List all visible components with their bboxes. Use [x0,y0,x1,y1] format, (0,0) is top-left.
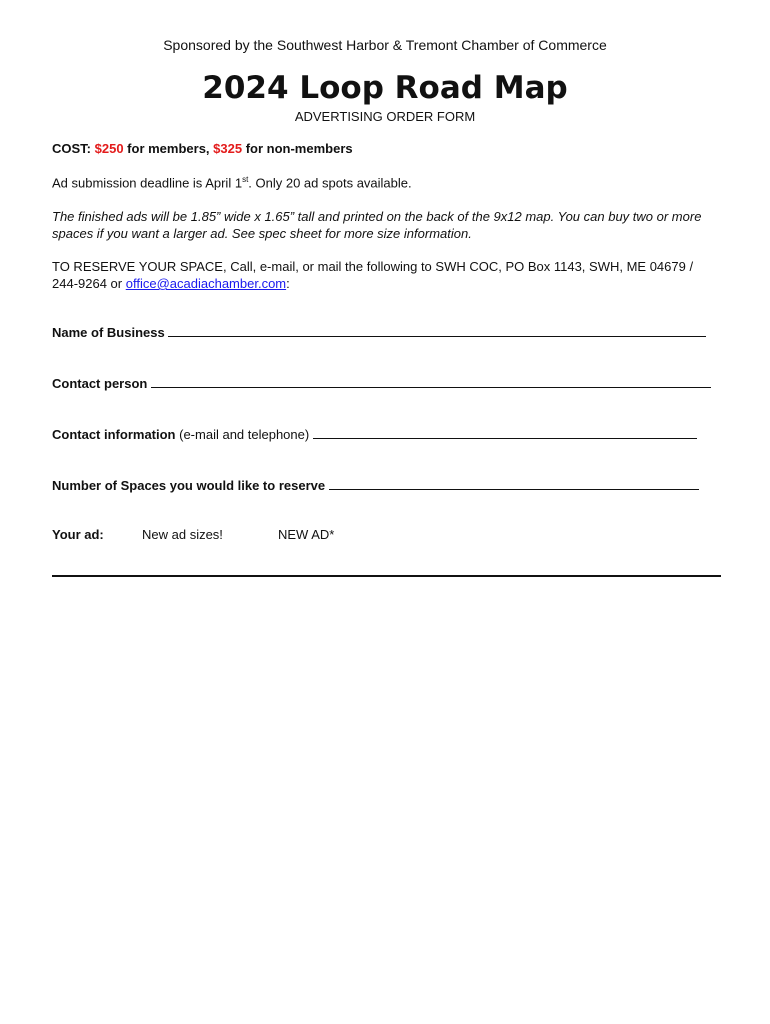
reserve-instructions [52,258,722,292]
member-price: $250 [94,141,124,156]
deadline-line [52,175,412,190]
reserve-text: TO RESERVE YOUR SPACE, Call, e-mail, or mail the following to SWH COC, PO Box 1143, SWH, ME 04679 / 244-9264 or [52,259,694,291]
sponsor-line: Sponsored by the Southwest Harbor & Tremont Chamber of Commerce [163,37,607,53]
page-title: 2024 Loop Road Map [202,70,568,106]
nonmember-text: for non-members [245,141,353,156]
business-name-field [52,324,706,340]
finished-ad-note: The finished ads will be 1.85” wide x 1.65” tall and printed on the back of the 9x12 map. You can buy two or more spaces if you want a larger ad. See spec sheet for more size information. [52,209,702,241]
email-link[interactable]: office@acadiachamber.com [125,276,287,291]
spaces-input-line[interactable] [329,477,699,490]
new-ad-text: NEW AD* [278,527,335,542]
deadline-superscript: st [242,175,249,184]
page-subtitle: ADVERTISING ORDER FORM [294,109,476,124]
contact-info-field [52,426,697,442]
reserve-suffix: : [286,276,290,291]
your-ad-row [52,527,334,542]
business-name-input-line[interactable] [168,324,706,337]
contact-info-hint: (e-mail and telephone) [179,427,310,442]
your-ad-label: Your ad: [52,527,104,542]
deadline-text: Ad submission deadline is April 1 [52,175,243,191]
cost-label: COST: [52,141,91,156]
new-ad-sizes-text: New ad sizes! [142,527,223,542]
member-text: for members, [127,141,210,156]
cost-line [52,141,353,156]
contact-info-label: Contact information [52,427,176,442]
deadline-text-after: . Only 20 ad spots available. [248,175,412,191]
contact-person-input-line[interactable] [151,375,711,388]
nonmember-price: $325 [213,141,243,156]
contact-person-label: Contact person [52,376,148,391]
spaces-field [52,477,699,493]
contact-info-input-line[interactable] [313,426,697,439]
business-name-label: Name of Business [52,325,165,340]
spaces-label: Number of Spaces you would like to reserve [52,478,326,493]
contact-person-field [52,375,711,391]
section-divider [52,575,721,577]
